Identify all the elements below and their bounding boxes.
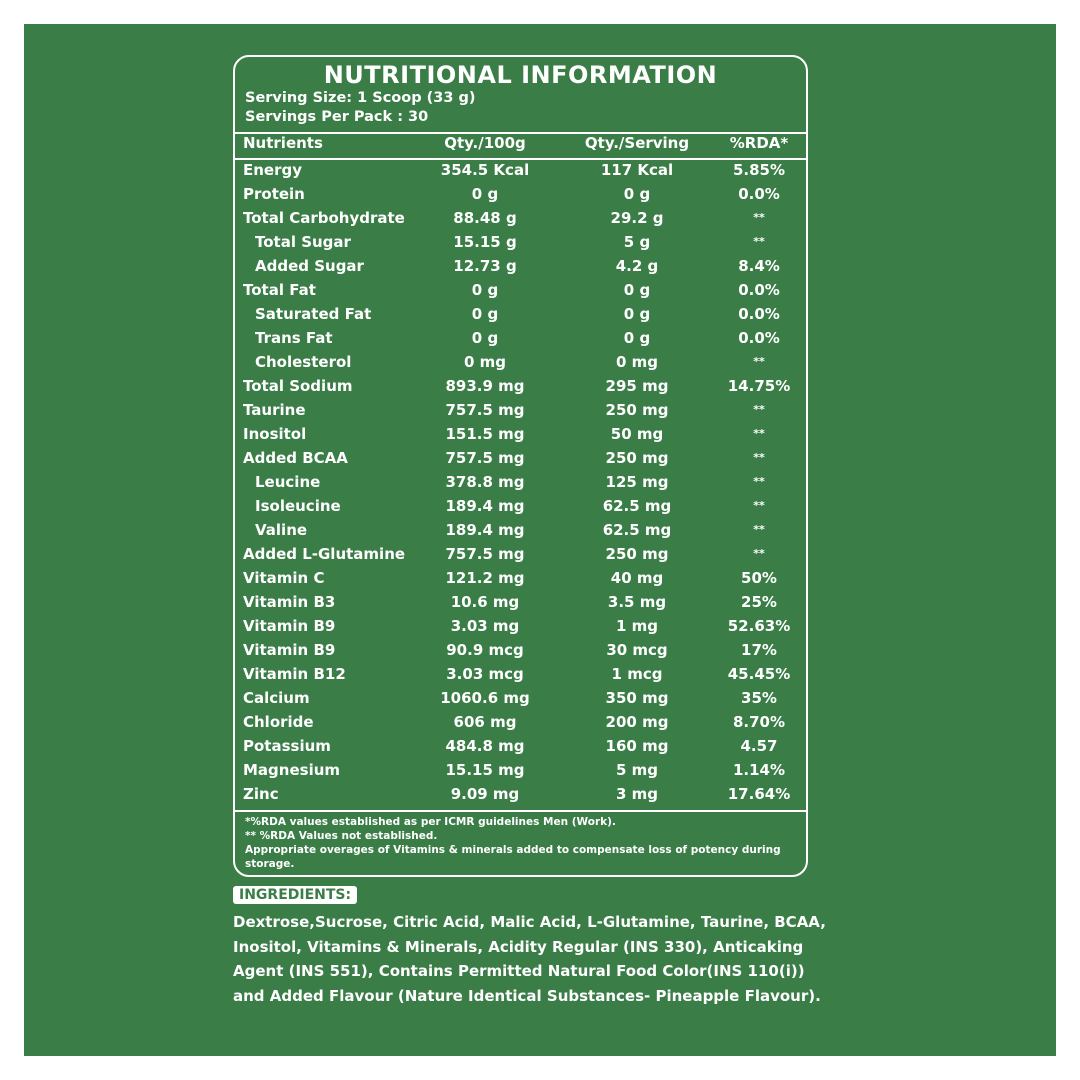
nutrient-name: Added Sugar <box>255 257 364 275</box>
rda-value: 52.63% <box>727 617 791 635</box>
qty-per-serving: 350 mg <box>605 689 669 707</box>
nutrient-name: Chloride <box>243 713 314 731</box>
table-row <box>235 233 806 257</box>
table-row <box>235 305 806 329</box>
table-row <box>235 497 806 521</box>
nutrient-name: Vitamin B12 <box>243 665 346 683</box>
qty-per-serving: 117 Kcal <box>600 161 674 179</box>
qty-per-100g: 88.48 g <box>453 209 517 227</box>
header-nutrients: Nutrients <box>243 134 323 152</box>
qty-per-serving: 29.2 g <box>610 209 664 227</box>
rda-value: 0.0% <box>738 281 780 299</box>
table-row <box>235 761 806 785</box>
table-row <box>235 281 806 305</box>
nutrient-name: Saturated Fat <box>255 305 372 323</box>
rda-value: 50% <box>741 569 777 587</box>
ingredients-label: INGREDIENTS: <box>233 886 357 904</box>
rda-value: ** <box>753 523 765 536</box>
qty-per-100g: 15.15 mg <box>445 761 525 779</box>
nutrient-name: Vitamin B3 <box>243 593 336 611</box>
nutrient-name: Valine <box>255 521 308 539</box>
nutrient-name: Vitamin C <box>243 569 325 587</box>
qty-per-100g: 0 g <box>471 305 499 323</box>
qty-per-100g: 0 g <box>471 185 499 203</box>
rda-value: 0.0% <box>738 305 780 323</box>
ingredients-text: Dextrose,Sucrose, Citric Acid, Malic Acid, L-Glutamine, Taurine, BCAA, Inositol, Vitamins & Minerals, Acidity Regular (INS 330), Anticaking Agent (INS 551), Contains Permitted Natural Food Color(INS 110(i)) and Added Flavour (Nature Identical Substances- Pineapple Flavour). <box>233 913 826 1005</box>
table-row <box>235 593 806 617</box>
rda-value: 14.75% <box>727 377 791 395</box>
qty-per-100g: 121.2 mg <box>445 569 525 587</box>
rda-value: ** <box>753 475 765 488</box>
qty-per-serving: 62.5 mg <box>602 521 672 539</box>
nutrition-title: NUTRITIONAL INFORMATION <box>323 61 718 89</box>
qty-per-100g: 0 g <box>471 329 499 347</box>
nutrient-name: Total Fat <box>243 281 316 299</box>
qty-per-serving: 160 mg <box>605 737 669 755</box>
serving-size: Serving Size: 1 Scoop (33 g) <box>245 90 476 106</box>
qty-per-100g: 484.8 mg <box>445 737 525 755</box>
rda-value: 5.85% <box>732 161 786 179</box>
rda-value: 25% <box>741 593 777 611</box>
qty-per-100g: 354.5 Kcal <box>440 161 530 179</box>
qty-per-serving: 295 mg <box>605 377 669 395</box>
rda-value: ** <box>753 547 765 560</box>
nutrient-name: Protein <box>243 185 305 203</box>
footnote-overages: Appropriate overages of Vitamins & minerals added to compensate loss of potency during storage. <box>245 844 781 870</box>
qty-per-serving: 0 g <box>623 281 651 299</box>
qty-per-serving: 0 g <box>623 329 651 347</box>
qty-per-100g: 757.5 mg <box>445 449 525 467</box>
qty-per-serving: 50 mg <box>610 425 664 443</box>
qty-per-100g: 189.4 mg <box>445 497 525 515</box>
servings-per-pack: Servings Per Pack : 30 <box>245 109 429 125</box>
table-row <box>235 161 806 185</box>
table-row <box>235 545 806 569</box>
header-bottom-rule <box>235 158 806 160</box>
nutrient-rows <box>235 161 806 809</box>
table-row <box>235 617 806 641</box>
table-row <box>235 209 806 233</box>
qty-per-serving: 1 mg <box>615 617 659 635</box>
table-row <box>235 713 806 737</box>
qty-per-serving: 40 mg <box>610 569 664 587</box>
nutrient-name: Vitamin B9 <box>243 617 336 635</box>
nutrient-name: Vitamin B9 <box>243 641 336 659</box>
table-row <box>235 257 806 281</box>
qty-per-serving: 4.2 g <box>615 257 659 275</box>
table-row <box>235 185 806 209</box>
table-row <box>235 425 806 449</box>
table-row <box>235 689 806 713</box>
nutrient-name: Total Sodium <box>243 377 353 395</box>
qty-per-serving: 5 mg <box>615 761 659 779</box>
table-row <box>235 473 806 497</box>
footnotes <box>245 815 796 871</box>
qty-per-serving: 5 g <box>623 233 651 251</box>
table-row <box>235 785 806 809</box>
rda-value: ** <box>753 451 765 464</box>
table-header <box>235 134 806 158</box>
qty-per-100g: 9.09 mg <box>450 785 520 803</box>
table-row <box>235 401 806 425</box>
header-qty-100g: Qty./100g <box>444 134 526 152</box>
qty-per-serving: 250 mg <box>605 449 669 467</box>
qty-per-100g: 10.6 mg <box>450 593 520 611</box>
rda-value: 8.4% <box>738 257 780 275</box>
rda-value: ** <box>753 427 765 440</box>
rda-value: 45.45% <box>727 665 791 683</box>
rda-value: 0.0% <box>738 185 780 203</box>
qty-per-serving: 125 mg <box>605 473 669 491</box>
nutrient-name: Total Sugar <box>255 233 351 251</box>
qty-per-100g: 15.15 g <box>453 233 517 251</box>
qty-per-serving: 0 g <box>623 305 651 323</box>
nutrient-name: Taurine <box>243 401 306 419</box>
nutrition-facts-box <box>233 55 808 877</box>
qty-per-serving: 0 mg <box>615 353 659 371</box>
table-row <box>235 521 806 545</box>
header-qty-serving: Qty./Serving <box>584 134 690 152</box>
qty-per-100g: 0 g <box>471 281 499 299</box>
rda-value: 0.0% <box>738 329 780 347</box>
rda-value: ** <box>753 211 765 224</box>
nutrient-name: Zinc <box>243 785 279 803</box>
qty-per-100g: 3.03 mcg <box>446 665 524 683</box>
rda-value: ** <box>753 355 765 368</box>
qty-per-serving: 0 g <box>623 185 651 203</box>
qty-per-serving: 3.5 mg <box>607 593 667 611</box>
nutrient-name: Trans Fat <box>255 329 333 347</box>
qty-per-serving: 30 mcg <box>606 641 668 659</box>
nutrient-name: Added BCAA <box>243 449 348 467</box>
header-rda: %RDA* <box>729 134 789 152</box>
qty-per-serving: 250 mg <box>605 401 669 419</box>
qty-per-100g: 0 mg <box>463 353 507 371</box>
rda-value: 17.64% <box>727 785 791 803</box>
qty-per-serving: 1 mcg <box>611 665 663 683</box>
qty-per-100g: 757.5 mg <box>445 545 525 563</box>
table-row <box>235 353 806 377</box>
qty-per-serving: 3 mg <box>615 785 659 803</box>
rda-value: ** <box>753 235 765 248</box>
qty-per-100g: 189.4 mg <box>445 521 525 539</box>
table-row <box>235 737 806 761</box>
table-row <box>235 329 806 353</box>
rda-value: 35% <box>741 689 777 707</box>
rda-value: ** <box>753 403 765 416</box>
footnote-rda: *%RDA values established as per ICMR guidelines Men (Work). <box>245 816 616 828</box>
nutrient-name: Added L-Glutamine <box>243 545 406 563</box>
rda-value: 8.70% <box>732 713 786 731</box>
qty-per-100g: 378.8 mg <box>445 473 525 491</box>
table-row <box>235 449 806 473</box>
qty-per-100g: 1060.6 mg <box>440 689 530 707</box>
table-row <box>235 665 806 689</box>
rda-value: 17% <box>741 641 777 659</box>
nutrient-name: Inositol <box>243 425 307 443</box>
qty-per-100g: 893.9 mg <box>445 377 525 395</box>
footnote-not-established: ** %RDA Values not established. <box>245 830 438 842</box>
qty-per-100g: 3.03 mg <box>450 617 520 635</box>
qty-per-100g: 606 mg <box>453 713 517 731</box>
table-bottom-rule <box>235 810 806 812</box>
nutrient-name: Energy <box>243 161 303 179</box>
qty-per-serving: 250 mg <box>605 545 669 563</box>
nutrient-name: Cholesterol <box>255 353 352 371</box>
qty-per-serving: 200 mg <box>605 713 669 731</box>
table-row <box>235 569 806 593</box>
nutrient-name: Potassium <box>243 737 331 755</box>
rda-value: 4.57 <box>740 737 778 755</box>
rda-value: ** <box>753 499 765 512</box>
table-row <box>235 641 806 665</box>
nutrient-name: Isoleucine <box>255 497 341 515</box>
qty-per-serving: 62.5 mg <box>602 497 672 515</box>
nutrient-name: Magnesium <box>243 761 341 779</box>
qty-per-100g: 151.5 mg <box>445 425 525 443</box>
nutrient-name: Total Carbohydrate <box>243 209 405 227</box>
qty-per-100g: 12.73 g <box>453 257 517 275</box>
rda-value: 1.14% <box>732 761 786 779</box>
table-row <box>235 377 806 401</box>
nutrient-name: Calcium <box>243 689 310 707</box>
nutrient-name: Leucine <box>255 473 321 491</box>
qty-per-100g: 90.9 mcg <box>446 641 524 659</box>
qty-per-100g: 757.5 mg <box>445 401 525 419</box>
